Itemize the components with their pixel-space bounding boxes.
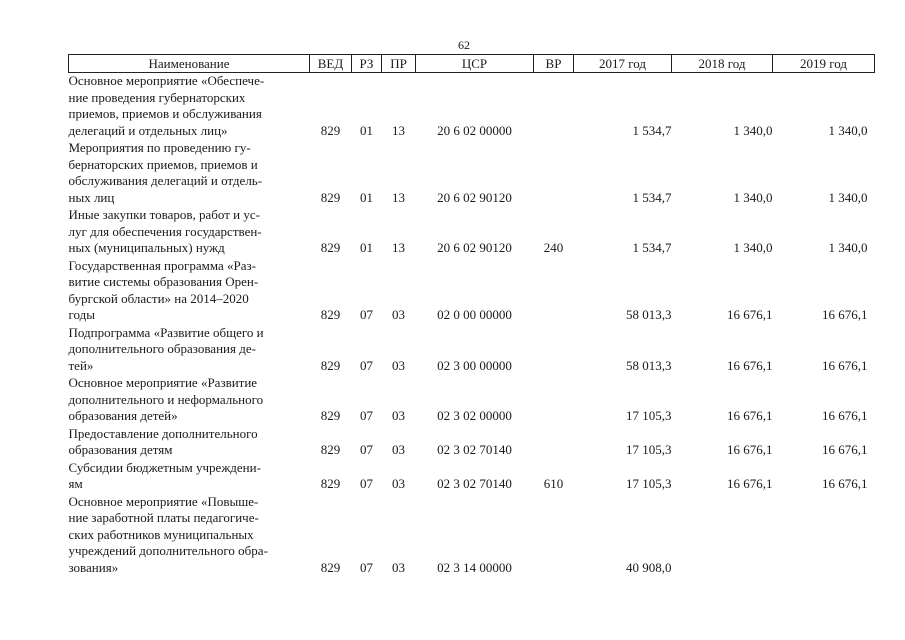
table-row: [69, 258, 875, 325]
row-ved: 829: [320, 122, 341, 138]
row-ved: 829: [320, 442, 341, 457]
row-rz: 07: [360, 408, 373, 423]
row-vr: [534, 325, 574, 376]
row-2017: 58 013,3: [626, 357, 672, 373]
row-2017: 1 534,7: [632, 240, 672, 255]
row-2017: 17 105,3: [626, 476, 672, 491]
row-vr: [534, 73, 574, 141]
row-vr: 610: [543, 476, 564, 491]
row-vr: [534, 426, 574, 460]
header-2019: 2019 год: [773, 55, 875, 73]
row-rz: 01: [360, 122, 373, 138]
row-name: Основное мероприятие «Обеспече- ние проведения губернаторских приемов, приемов и обслуживания делегаций и отдельных лиц»: [68, 73, 265, 138]
row-name: Предоставление дополнительного образования детям: [68, 425, 258, 457]
header-2017: 2017 год: [574, 55, 672, 73]
row-name: Подпрограмма «Развитие общего и дополнительного образования де- тей»: [68, 324, 264, 373]
row-rz: 01: [360, 240, 373, 255]
row-pr: 03: [392, 442, 405, 457]
row-2017: 58 013,3: [626, 307, 672, 322]
row-name: Основное мероприятие «Развитие дополнительного и неформального образования детей»: [68, 375, 264, 423]
row-name: Основное мероприятие «Повыше- ние заработной платы педагогиче- ских работников муниципальных учреждений дополнительного обра- зования»: [68, 493, 268, 575]
row-2019: 16 676,1: [822, 442, 868, 457]
row-pr: 03: [392, 476, 405, 491]
table-row: [69, 494, 875, 578]
table-row: [69, 207, 875, 258]
row-ved: 829: [320, 476, 341, 491]
row-pr: 13: [392, 240, 405, 255]
row-vr: [534, 258, 574, 325]
header-vr: ВР: [534, 55, 574, 73]
budget-table: [68, 54, 875, 577]
table-header-row: [69, 55, 875, 73]
row-csr: 02 3 00 00000: [437, 357, 512, 373]
row-pr: 13: [392, 122, 405, 138]
table-row: [69, 140, 875, 207]
row-2017: 17 105,3: [626, 408, 672, 423]
row-2019: 1 340,0: [828, 122, 868, 138]
row-rz: 01: [360, 189, 373, 205]
row-csr: 20 6 02 90120: [437, 189, 512, 205]
table-row: [69, 325, 875, 376]
row-2018: 16 676,1: [727, 476, 773, 491]
row-2019: 1 340,0: [828, 189, 868, 205]
row-2017: 1 534,7: [632, 189, 672, 205]
row-vr: [534, 375, 574, 426]
row-2018: 16 676,1: [727, 307, 773, 322]
row-2017: 1 534,7: [632, 122, 672, 138]
row-name: Иные закупки товаров, работ и ус- луг для обеспечения государствен- ных (муниципальных) нужд: [68, 207, 262, 255]
row-2018: 1 340,0: [733, 240, 773, 255]
row-rz: 07: [360, 476, 373, 491]
row-2018: 1 340,0: [733, 189, 773, 205]
row-rz: 07: [360, 559, 373, 575]
row-pr: 03: [392, 357, 405, 373]
table-row: [69, 460, 875, 494]
row-csr: 02 0 00 00000: [437, 307, 512, 322]
row-2019: [773, 494, 875, 578]
row-2019: 16 676,1: [822, 476, 868, 491]
row-2019: 16 676,1: [822, 307, 868, 322]
row-name: Государственная программа «Раз- витие системы образования Орен- бургской области» на 2014–2020 годы: [68, 257, 259, 322]
page-number: 62: [458, 38, 470, 52]
header-2018: 2018 год: [672, 55, 773, 73]
row-rz: 07: [360, 442, 373, 457]
row-pr: 03: [392, 559, 405, 575]
row-pr: 03: [392, 307, 405, 322]
row-ved: 829: [320, 240, 341, 255]
row-pr: 03: [392, 408, 405, 423]
row-2018: [672, 494, 773, 578]
header-ved: ВЕД: [310, 55, 352, 73]
row-2019: 16 676,1: [822, 408, 868, 423]
header-rz: РЗ: [352, 55, 382, 73]
row-name: Мероприятия по проведению гу- бернаторских приемов, приемов и обслуживания делегаций и отдель- ных лиц: [68, 140, 263, 205]
row-vr: [534, 494, 574, 578]
row-ved: 829: [320, 307, 341, 322]
row-csr: 20 6 02 90120: [437, 240, 512, 255]
table-row: [69, 73, 875, 141]
table-row: [69, 426, 875, 460]
row-2018: 16 676,1: [727, 408, 773, 423]
row-csr: 20 6 02 00000: [437, 122, 512, 138]
header-csr: ЦСР: [416, 55, 534, 73]
row-vr: 240: [543, 240, 564, 255]
row-2017: 40 908,0: [626, 559, 672, 575]
row-csr: 02 3 02 70140: [437, 442, 512, 457]
row-rz: 07: [360, 357, 373, 373]
row-csr: 02 3 02 70140: [437, 476, 512, 491]
row-ved: 829: [320, 559, 341, 575]
header-pr: ПР: [382, 55, 416, 73]
row-2019: 16 676,1: [822, 357, 868, 373]
row-csr: 02 3 02 00000: [437, 408, 512, 423]
row-2018: 16 676,1: [727, 442, 773, 457]
row-ved: 829: [320, 408, 341, 423]
row-2018: 1 340,0: [733, 122, 773, 138]
row-2019: 1 340,0: [828, 240, 868, 255]
row-ved: 829: [320, 357, 341, 373]
row-ved: 829: [320, 189, 341, 205]
table-row: [69, 375, 875, 426]
row-rz: 07: [360, 307, 373, 322]
row-vr: [534, 140, 574, 207]
row-pr: 13: [392, 189, 405, 205]
row-2017: 17 105,3: [626, 442, 672, 457]
header-name: Наименование: [69, 55, 310, 73]
row-2018: 16 676,1: [727, 357, 773, 373]
row-csr: 02 3 14 00000: [437, 559, 512, 575]
row-name: Субсидии бюджетным учреждени- ям: [68, 459, 261, 491]
